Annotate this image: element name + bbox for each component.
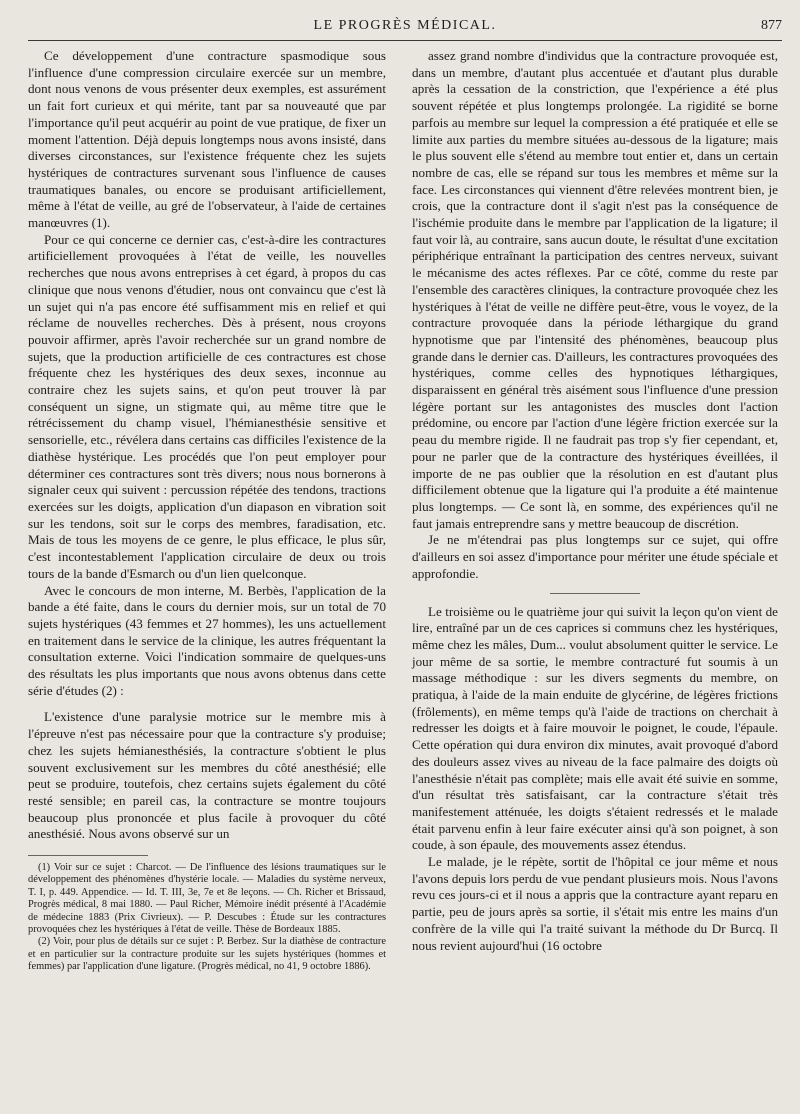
paragraph: Le malade, je le répète, sortit de l'hôpital ce jour même et nous l'avons depuis lors perdu de vue pendant plusieurs mois. Nous l'avons revu ces jours-ci et il nous a appris que la contracture ayant reparu en partie, peu de jours après sa sortie, il s'était mis entre les mains d'un confrère de la ville qui l'a traité suivant la méthode du Dr Burcq. Il nous revient aujourd'hui (16 octobre bbox=[412, 854, 778, 953]
paragraph: assez grand nombre d'individus que la contracture provoquée est, dans un membre, d'autant plus accentuée et d'autant plus durable après la cessation de la constriction, que l'expérience a été plus souvent répétée et plus longtemps prolongée. La rigidité se borne parfois au membre sur lequel la compression a été pratiquée et elle se limite aux parties du membre situées au-dessous de la ligature; mais le plus souvent elle s'étend au membre tout entier et, dans un certain nombre de cas, elle se répand sur tous les membres et même sur la face. Les circonstances qui viennent d'être relevées montrent bien, je crois, que la contracture dont il s'agit n'est pas la conséquence de l'ischémie produite dans le membre par l'application de la ligature; il faut voir là, au contraire, sans aucun doute, le résultat d'une excitation périphérique entraînant la participation des centres nerveux, suivant le mécanisme des actes réflexes. Par ce côté, comme du reste par l'ensemble des caractères cliniques, la contracture provoquée chez les hystériques à l'état de veille ne diffère peut-être, vous le voyez, de la contracture provoquée dans la période léthargique du grand hypnotisme que par l'intensité des phénomènes, beaucoup plus grande dans le dernier cas. D'ailleurs, les contractures provoquées des hystériques, comme celles des hypnotiques léthargiques, disparaissent en général très aisément sous l'influence d'une pression légère portant sur les antagonistes des muscles dont l'action prédomine, ou encore par l'action d'une légère friction exercée sur la peau du membre rigide. Il ne faudrait pas trop s'y fier cependant, et, pour ne parler que de la contracture des hystériques éveillées, il importe de ne pas oublier que la résolution en est d'autant plus difficilement obtenue que la ligature qui l'a produite a été maintenue plus longtemps. — Ce sont là, en somme, des expériences qu'il ne faut jamais entreprendre sans y mettre beaucoup de discrétion. bbox=[412, 48, 778, 531]
paragraph: Pour ce qui concerne ce dernier cas, c'est-à-dire les contractures artificiellement provoquées à l'état de veille, les nouvelles recherches que nous avons entreprises à cet égard, à propos du cas clinique que nous venons d'étudier, nous ont convaincu que c'est là un sujet qui n'a pas encore été suffisamment mis en relief et qui réclame de nouvelles recherches. Dès à présent, nous croyons pouvoir affirmer, après l'avoir recherchée sur un grand nombre de sujets, que la production artificielle de ces contractures est chose fréquente chez les hystériques des deux sexes, inconnue au contraire chez les sujets sains, et qu'on peut trouver là par conséquent un signe, un stigmate qui, au même titre que le rétrécissement du champ visuel, l'hémianesthésie sensitive et sensorielle, etc., révélera dans certains cas difficiles l'existence de la diathèse hystérique. Les procédés que l'on peut employer pour déterminer ces contractures sont très divers; nous nous bornerons à signaler ceux qui suivent : percussion répétée des tendons, tractions exercées sur les doigts, application d'un diapason en vibration soit sur les tendons, soit sur le corps des membres, faradisation, etc. Mais de tous les moyens de ce genre, le plus efficace, le plus sûr, c'est incontestablement l'application circulaire de deux ou trois tours de la bande d'Esmarch ou d'un lien quelconque. bbox=[28, 231, 386, 581]
footnote-divider bbox=[28, 855, 148, 856]
paragraph: L'existence d'une paralysie motrice sur le membre mis à l'épreuve n'est pas nécessaire pour que la contracture s'y produise; chez les sujets hémianesthésiés, la contracture s'obtient le plus souvent exclusivement sur les membres du côté anesthésié; elle peut se produire, toutefois, chez certains sujets également du côté resté sensible; en pareil cas, la contracture se montre toujours beaucoup plus prononcée et plus facile à provoquer du côté anesthésié. Nous avons observé sur un bbox=[28, 709, 386, 842]
paragraph: Le troisième ou le quatrième jour qui suivit la leçon qu'on vient de lire, entraîné par un de ces caprices si communs chez les hystériques, même chez les mâles, Dum... voulut absolument quitter le service. Le jour même de sa sortie, le membre contracturé fut soumis à un massage méthodique : sur les divers segments du membre, on pratiqua, à l'aide de la main enduite de glycérine, de légères frictions (frôlements), en même temps qu'à l'aide de tractions on cherchait à redresser les doigts et à faire mouvoir le poignet, le coude, l'épaule. Cette opération qui dura environ dix minutes, avait provoqué d'abord des douleurs assez vives au niveau de la face palmaire des doigts où l'anesthésie n'était pas complète; mais elle avait été suivie en somme, d'un résultat très satisfaisant, car la contracture s'était très manifestement atténuée, les doigts s'étaient redressés et le malade était parvenu enfin à leur faire exécuter ainsi qu'à son poignet, à son coude, à son épaule, des mouvements assez étendus. bbox=[412, 603, 778, 853]
journal-title: LE PROGRÈS MÉDICAL. bbox=[313, 18, 497, 33]
footnotes bbox=[28, 862, 386, 974]
left-column bbox=[28, 48, 386, 974]
page-number: 877 bbox=[761, 18, 782, 33]
paragraph: Avec le concours de mon interne, M. Berbès, l'application de la bande a été faite, dans le cours du dernier mois, sur un total de 70 sujets hystériques (43 femmes et 27 hommes), les uns actuellement en traitement dans le service de la clinique, les autres fréquentant la consultation externe. Voici l'indication sommaire de quelques-uns des résultats les plus importants que nous avons obtenus dans cette série d'études (2) : bbox=[28, 582, 386, 698]
header-rule bbox=[28, 40, 782, 41]
running-header bbox=[28, 16, 782, 38]
footnote: (1) Voir sur ce sujet : Charcot. — De l'influence des lésions traumatiques sur le développement des phénomènes d'hystérie locale. — Maladies du système nerveux, T. I, p. 449. Appendice. — Id. T. III, 3e, 7e et 8e leçons. — Ch. Richer et Brissaud, Progrès médical, 8 mai 1880. — Paul Richer, Mémoire inédit présenté à l'Académie de médecine 1883 (Prix Civrieux). — P. Descubes : Étude sur les contractures provoquées chez les hystériques à l'état de veille. Thèse de Bordeaux 1885. bbox=[28, 862, 386, 936]
section-divider bbox=[550, 593, 640, 594]
right-column bbox=[412, 48, 778, 954]
paragraph: Je ne m'étendrai pas plus longtemps sur ce sujet, qui offre d'ailleurs en soi assez d'importance pour mériter une étude spéciale et approfondie. bbox=[412, 532, 778, 581]
footnote: (2) Voir, pour plus de détails sur ce sujet : P. Berbez. Sur la diathèse de contracture et en particulier sur la contracture produite sur les sujets hystériques (hommes et femmes) par l'application d'une ligature. (Progrès médical, no 41, 9 octobre 1886). bbox=[28, 936, 386, 973]
paragraph: Ce développement d'une contracture spasmodique sous l'influence d'une compression circulaire exercée sur un membre, dont nous venons de vous présenter deux exemples, est assurément un fait fort curieux et qui mérite, tant par sa nouveauté que par l'importance qu'il peut acquérir au point de vue pratique, de fixer un moment l'attention. Déjà depuis longtemps nous avons insisté, dans diverses circonstances, sur l'existence fréquente chez les sujets hystériques de contractures survenant sous l'influence de causes traumatiques banales, ou encore se produisant artificiellement, même à l'état de veille, au gré de l'observateur, à l'aide de certaines manœuvres (1). bbox=[28, 48, 386, 231]
